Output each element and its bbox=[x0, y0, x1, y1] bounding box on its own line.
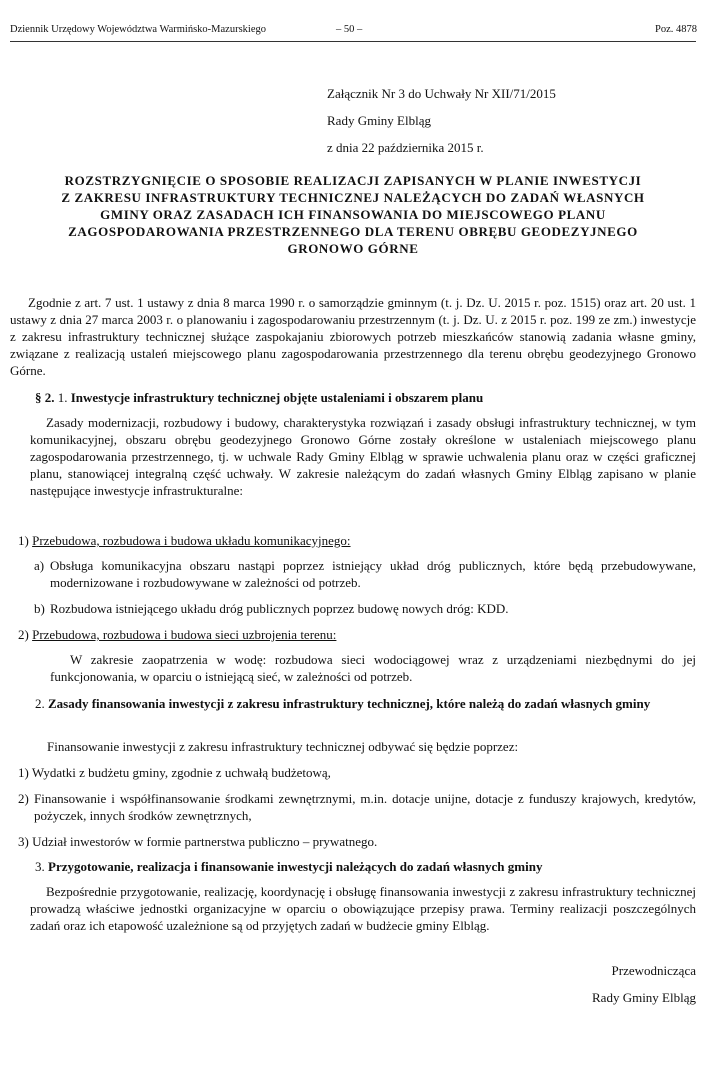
section-2-1-body: Zasady modernizacji, rozbudowy i budowy, charakterystyka rozwiązań i zasady obsługi infrastruktury technicznej, w tym komunikacyjnej, obszaru obrębu geodezyjnego Gronowo Górne zostały określone w ustaleniach miejscowego planu zagospodarowania przestrzennego, tj. w uchwale Rady Gminy Elbląg w sprawie uchwalenia planu oraz w części graficznej planu, stanowiącej integralną część uchwały. W zakresie należącym do zadań własnych Gminy Elbląg zapisano w planie następujące inwestycje infrastrukturalne: bbox=[30, 415, 696, 498]
item-1-number: 1) bbox=[18, 533, 29, 548]
item-2-text: Przebudowa, rozbudowa i budowa sieci uzbrojenia terenu: bbox=[32, 627, 337, 642]
financing-item-3-text: Udział inwestorów w formie partnerstwa publiczno – prywatnego. bbox=[32, 834, 378, 849]
financing-item-2-text: Finansowanie i współfinansowanie środkami zewnętrznymi, m.in. dotacje unijne, dotacje z funduszy krajowych, kredytów, pożyczek, innych środków zewnętrznych, bbox=[34, 791, 696, 823]
title-line-3: GMINY ORAZ ZASADACH ICH FINANSOWANIA DO MIEJSCOWEGO PLANU bbox=[100, 207, 606, 222]
financing-item-3 bbox=[18, 833, 377, 850]
subsection-number: 1. bbox=[57, 390, 68, 405]
item-1a-text: Obsługa komunikacyjna obszaru nastąpi poprzez istniejący układ dróg publicznych, które będą przebudowywane, modernizowane i rozbudowywane w zależności od potrzeb. bbox=[50, 558, 696, 590]
financing-item-2-number: 2) bbox=[18, 791, 29, 806]
attachment-line-1: Załącznik Nr 3 do Uchwały Nr XII/71/2015 bbox=[327, 86, 556, 101]
signature-title: Przewodnicząca bbox=[611, 963, 696, 978]
signature-body: Rady Gminy Elbląg bbox=[592, 990, 696, 1005]
section-2-3-heading bbox=[35, 858, 542, 875]
financing-item-1-text: Wydatki z budżetu gminy, zgodnie z uchwałą budżetową, bbox=[31, 765, 331, 780]
document-title bbox=[10, 172, 696, 257]
section-2-1-heading bbox=[35, 389, 695, 406]
title-line-2: Z ZAKRESU INFRASTRUKTURY TECHNICZNEJ NALEŻĄCYCH DO ZADAŃ WŁASNYCH bbox=[61, 190, 645, 205]
section-number: § 2. bbox=[35, 390, 55, 405]
item-2 bbox=[18, 626, 696, 643]
title-line-1: ROZSTRZYGNIĘCIE O SPOSOBIE REALIZACJI ZAPISANYCH W PLANIE INWESTYCJI bbox=[64, 173, 642, 188]
item-1a-number: a) bbox=[34, 558, 45, 573]
financing-intro: Finansowanie inwestycji z zakresu infrastruktury technicznej odbywać się będzie poprzez: bbox=[47, 739, 519, 754]
section-2-2-heading bbox=[10, 695, 696, 712]
header-position: Poz. 4878 bbox=[655, 24, 697, 35]
subsection-3-number: 3. bbox=[35, 859, 45, 874]
item-1 bbox=[18, 532, 696, 549]
item-2-number: 2) bbox=[18, 627, 29, 642]
header-page-number: – 50 – bbox=[336, 24, 363, 35]
section-heading-text: Inwestycje infrastruktury technicznej objęte ustaleniami i obszarem planu bbox=[70, 390, 484, 405]
attachment-line-2: Rady Gminy Elbląg bbox=[327, 113, 431, 128]
section-2-3-body: Bezpośrednie przygotowanie, realizację, koordynację i obsługę finansowania inwestycji z zakresu infrastruktury technicznej prowadzą właściwe jednostki organizacyjne w oparciu o obowiązujące przepisy prawa. Terminy realizacji poszczególnych zadań oraz ich etapowość uzależnione są od przyjętych zadań w budżecie gminy Elbląg. bbox=[30, 884, 696, 933]
financing-item-1 bbox=[18, 764, 331, 781]
subsection-2-number: 2. bbox=[35, 696, 45, 711]
financing-item-1-number: 1) bbox=[18, 765, 29, 780]
title-line-5: GRONOWO GÓRNE bbox=[287, 241, 419, 256]
subsection-2-heading-text: Zasady finansowania inwestycji z zakresu infrastruktury technicznej, które należą do zadań własnych gminy bbox=[48, 696, 651, 711]
header-rule bbox=[10, 41, 696, 42]
item-1b-number: b) bbox=[34, 601, 45, 616]
subsection-3-heading-text: Przygotowanie, realizacja i finansowanie inwestycji należących do zadań własnych gminy bbox=[48, 859, 543, 874]
item-2-body: W zakresie zaopatrzenia w wodę: rozbudowa sieci wodociągowej wraz z urządzeniami niezbędnymi do jej funkcjonowania, w oparciu o istniejącą sieć, w zależności od potrzeb. bbox=[50, 652, 696, 684]
item-1-text: Przebudowa, rozbudowa i budowa układu komunikacyjnego: bbox=[32, 533, 351, 548]
financing-item-3-number: 3) bbox=[18, 834, 29, 849]
title-line-4: ZAGOSPODAROWANIA PRZESTRZENNEGO DLA TERENU OBRĘBU GEODEZYJNEGO bbox=[68, 224, 638, 239]
attachment-line-3: z dnia 22 października 2015 r. bbox=[327, 140, 484, 155]
header-journal-name: Dziennik Urzędowy Województwa Warmińsko-Mazurskiego bbox=[10, 24, 266, 35]
intro-paragraph: Zgodnie z art. 7 ust. 1 ustawy z dnia 8 marca 1990 r. o samorządzie gminnym (t. j. Dz. U. 2015 r. poz. 1515) oraz art. 20 ust. 1 ustawy z dnia 27 marca 2003 r. o planowaniu i zagospodarowaniu przestrzennym (t. j. Dz. U. z 2015 r. poz. 199 ze zm.) inwestycje z zakresu infrastruktury technicznej służące zaspokajaniu zbiorowych potrzeb mieszkańców stanowią zadania własne gminy, związane z realizacją ustaleń miejscowego planu zagospodarowania przestrzennego dla terenu obrębu geodezyjnego Gronowo Górne. bbox=[10, 295, 696, 378]
item-1b-text: Rozbudowa istniejącego układu dróg publicznych poprzez budowę nowych dróg: KDD. bbox=[50, 601, 509, 616]
